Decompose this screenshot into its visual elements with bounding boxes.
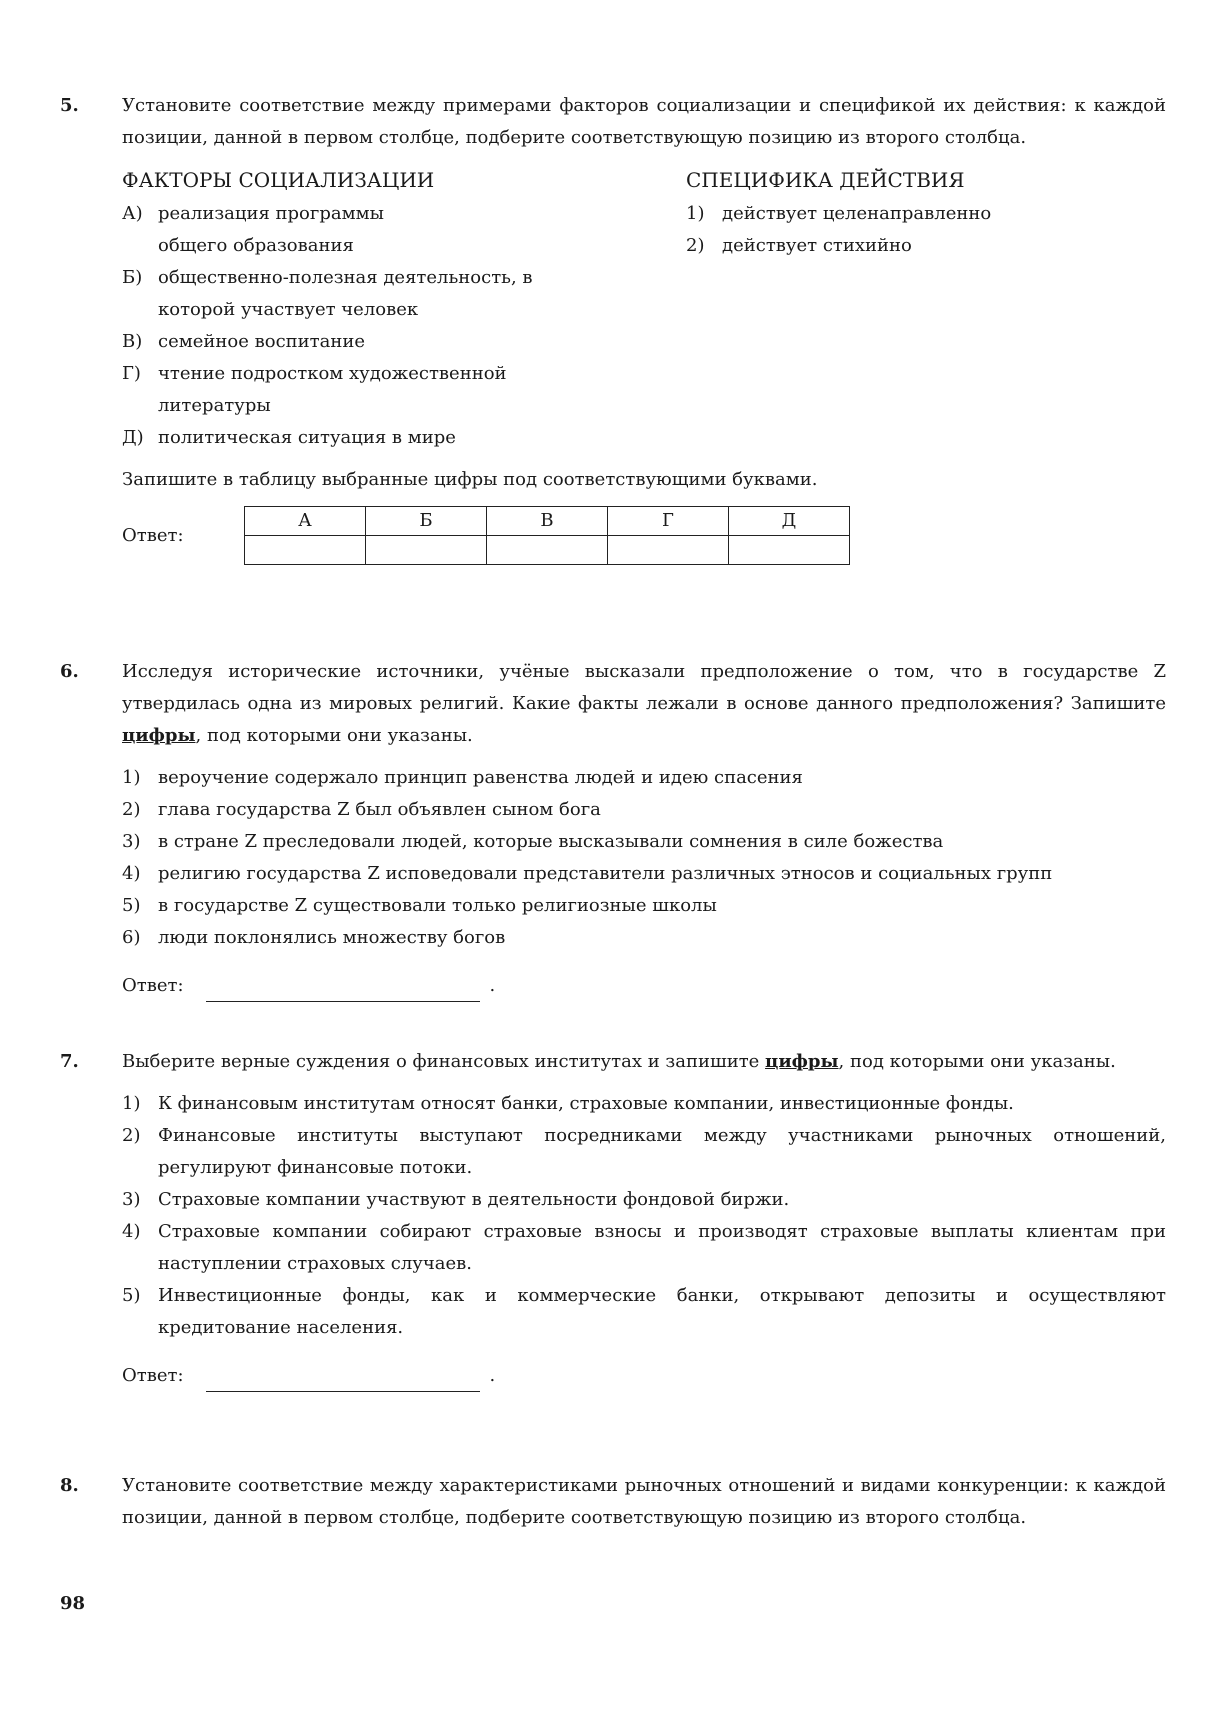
- item-text: семейное воспитание: [158, 331, 365, 352]
- task-5: [60, 90, 1166, 565]
- list-item: [122, 1280, 1166, 1344]
- factors-column: [122, 164, 686, 454]
- answer-cell[interactable]: [487, 536, 608, 565]
- column-header-left: ФАКТОРЫ СОЦИАЛИЗАЦИИ: [122, 168, 435, 192]
- item-text: общественно-полезная деятельность, в которой участвует человек: [158, 267, 533, 320]
- task-6: [60, 656, 1166, 1002]
- answer-column-header: В: [487, 507, 608, 536]
- answer-dot: .: [489, 975, 496, 996]
- answer-column-header: А: [245, 507, 366, 536]
- item-label: 4): [122, 863, 141, 884]
- task-7: [60, 1046, 1166, 1392]
- item-label: Б): [122, 267, 143, 288]
- task-number: 7.: [60, 1051, 79, 1072]
- task-number: 5.: [60, 95, 79, 116]
- item-label: 3): [122, 1189, 141, 1210]
- item-text: в стране Z преследовали людей, которые высказывали сомнения в силе божества: [158, 831, 944, 852]
- column-header-right: СПЕЦИФИКА ДЕЙСТВИЯ: [686, 168, 965, 192]
- specifics-column: [686, 164, 1166, 454]
- item-text: К финансовым институтам относят банки, страховые компании, инвестиционные фонды.: [158, 1093, 1014, 1114]
- answer-column-header: Г: [608, 507, 729, 536]
- task-text: Установите соответствие между примерами факторов социализации и спецификой их действия: к каждой позиции, данной в первом столбце, подберите соответствующую позицию из второго столбца.: [122, 95, 1166, 148]
- item-text: Финансовые институты выступают посредниками между участниками рыночных отношений, регулируют финансовые потоки.: [158, 1125, 1166, 1178]
- item-label: 3): [122, 831, 141, 852]
- item-text: религию государства Z исповедовали представители различных этносов и социальных групп: [158, 863, 1053, 884]
- list-item: [122, 922, 1166, 954]
- item-label: Д): [122, 427, 144, 448]
- answer-label: Ответ:: [122, 1365, 184, 1386]
- task-number: 6.: [60, 661, 79, 682]
- answer-label: Ответ:: [122, 975, 184, 996]
- item-text: вероучение содержало принцип равенства людей и идею спасения: [158, 767, 803, 788]
- answer-table-header-row: [245, 507, 850, 536]
- item-label: 1): [686, 203, 705, 224]
- emphasis-word: цифры: [765, 1051, 839, 1072]
- item-text: Инвестиционные фонды, как и коммерческие банки, открывают депозиты и осуществляют кредитование населения.: [158, 1285, 1166, 1338]
- item-text: Страховые компании собирают страховые взносы и производят страховые выплаты клиентам при наступлении страховых случаев.: [158, 1221, 1166, 1274]
- task-text: [122, 1046, 1166, 1078]
- item-label: 6): [122, 927, 141, 948]
- answer-table: [244, 506, 850, 565]
- item-text: действует стихийно: [722, 235, 912, 256]
- answer-column-header: Д: [729, 507, 850, 536]
- item-label: 2): [686, 235, 705, 256]
- item-label: 5): [122, 1285, 141, 1306]
- list-item: [122, 794, 1166, 826]
- task-text: Установите соответствие между характеристиками рыночных отношений и видами конкуренции: к каждой позиции, данной в первом столбце, подберите соответствующую позицию из второго столбца.: [122, 1475, 1166, 1528]
- item-text: реализация программы общего образования: [158, 203, 384, 256]
- list-item: [122, 198, 686, 262]
- task-text-part: Исследуя исторические источники, учёные высказали предположение о том, что в государстве Z утвердилась одна из мировых религий. Какие факты лежали в основе данного предположения? Запишите: [122, 661, 1166, 714]
- answer-cell[interactable]: [245, 536, 366, 565]
- item-label: 2): [122, 799, 141, 820]
- item-label: Г): [122, 363, 141, 384]
- item-label: 1): [122, 1093, 141, 1114]
- emphasis-word: цифры: [122, 725, 196, 746]
- item-label: В): [122, 331, 143, 352]
- answer-field[interactable]: [206, 1365, 480, 1392]
- answer-dot: .: [489, 1365, 496, 1386]
- list-item: [686, 230, 1166, 262]
- list-item: [122, 1088, 1166, 1120]
- list-item: [686, 198, 1166, 230]
- list-item: [122, 826, 1166, 858]
- item-label: 4): [122, 1221, 141, 1242]
- item-text: люди поклонялись множеству богов: [158, 927, 506, 948]
- item-label: 5): [122, 895, 141, 916]
- task-text-part: Выберите верные суждения о финансовых институтах и запишите: [122, 1051, 766, 1072]
- list-item: [122, 1216, 1166, 1280]
- item-label: 2): [122, 1125, 141, 1146]
- item-text: политическая ситуация в мире: [158, 427, 456, 448]
- list-item: [122, 422, 686, 454]
- item-text: глава государства Z был объявлен сыном бога: [158, 799, 601, 820]
- list-item: [122, 890, 1166, 922]
- answer-cell[interactable]: [366, 536, 487, 565]
- item-label: 1): [122, 767, 141, 788]
- item-text: действует целенаправленно: [722, 203, 992, 224]
- table-instruction: Запишите в таблицу выбранные цифры под соответствующими буквами.: [122, 469, 818, 490]
- list-item: [122, 262, 686, 326]
- answer-table-input-row: [245, 536, 850, 565]
- task-8: [60, 1470, 1166, 1534]
- task-text-part: , под которыми они указаны.: [195, 725, 473, 746]
- task-text-part: , под которыми они указаны.: [838, 1051, 1116, 1072]
- list-item: [122, 762, 1166, 794]
- item-label: А): [122, 203, 143, 224]
- item-text: Страховые компании участвуют в деятельности фондовой биржи.: [158, 1189, 790, 1210]
- list-item: [122, 358, 686, 422]
- page-number: 98: [60, 1593, 86, 1614]
- item-text: в государстве Z существовали только религиозные школы: [158, 895, 717, 916]
- list-item: [122, 1120, 1166, 1184]
- answer-cell[interactable]: [729, 536, 850, 565]
- list-item: [122, 858, 1166, 890]
- list-item: [122, 326, 686, 358]
- list-item: [122, 1184, 1166, 1216]
- answer-cell[interactable]: [608, 536, 729, 565]
- task-text: [122, 656, 1166, 752]
- task-number: 8.: [60, 1475, 79, 1496]
- answer-column-header: Б: [366, 507, 487, 536]
- item-text: чтение подростком художественной литературы: [158, 363, 507, 416]
- answer-label: Ответ:: [122, 524, 184, 546]
- answer-field[interactable]: [206, 975, 480, 1002]
